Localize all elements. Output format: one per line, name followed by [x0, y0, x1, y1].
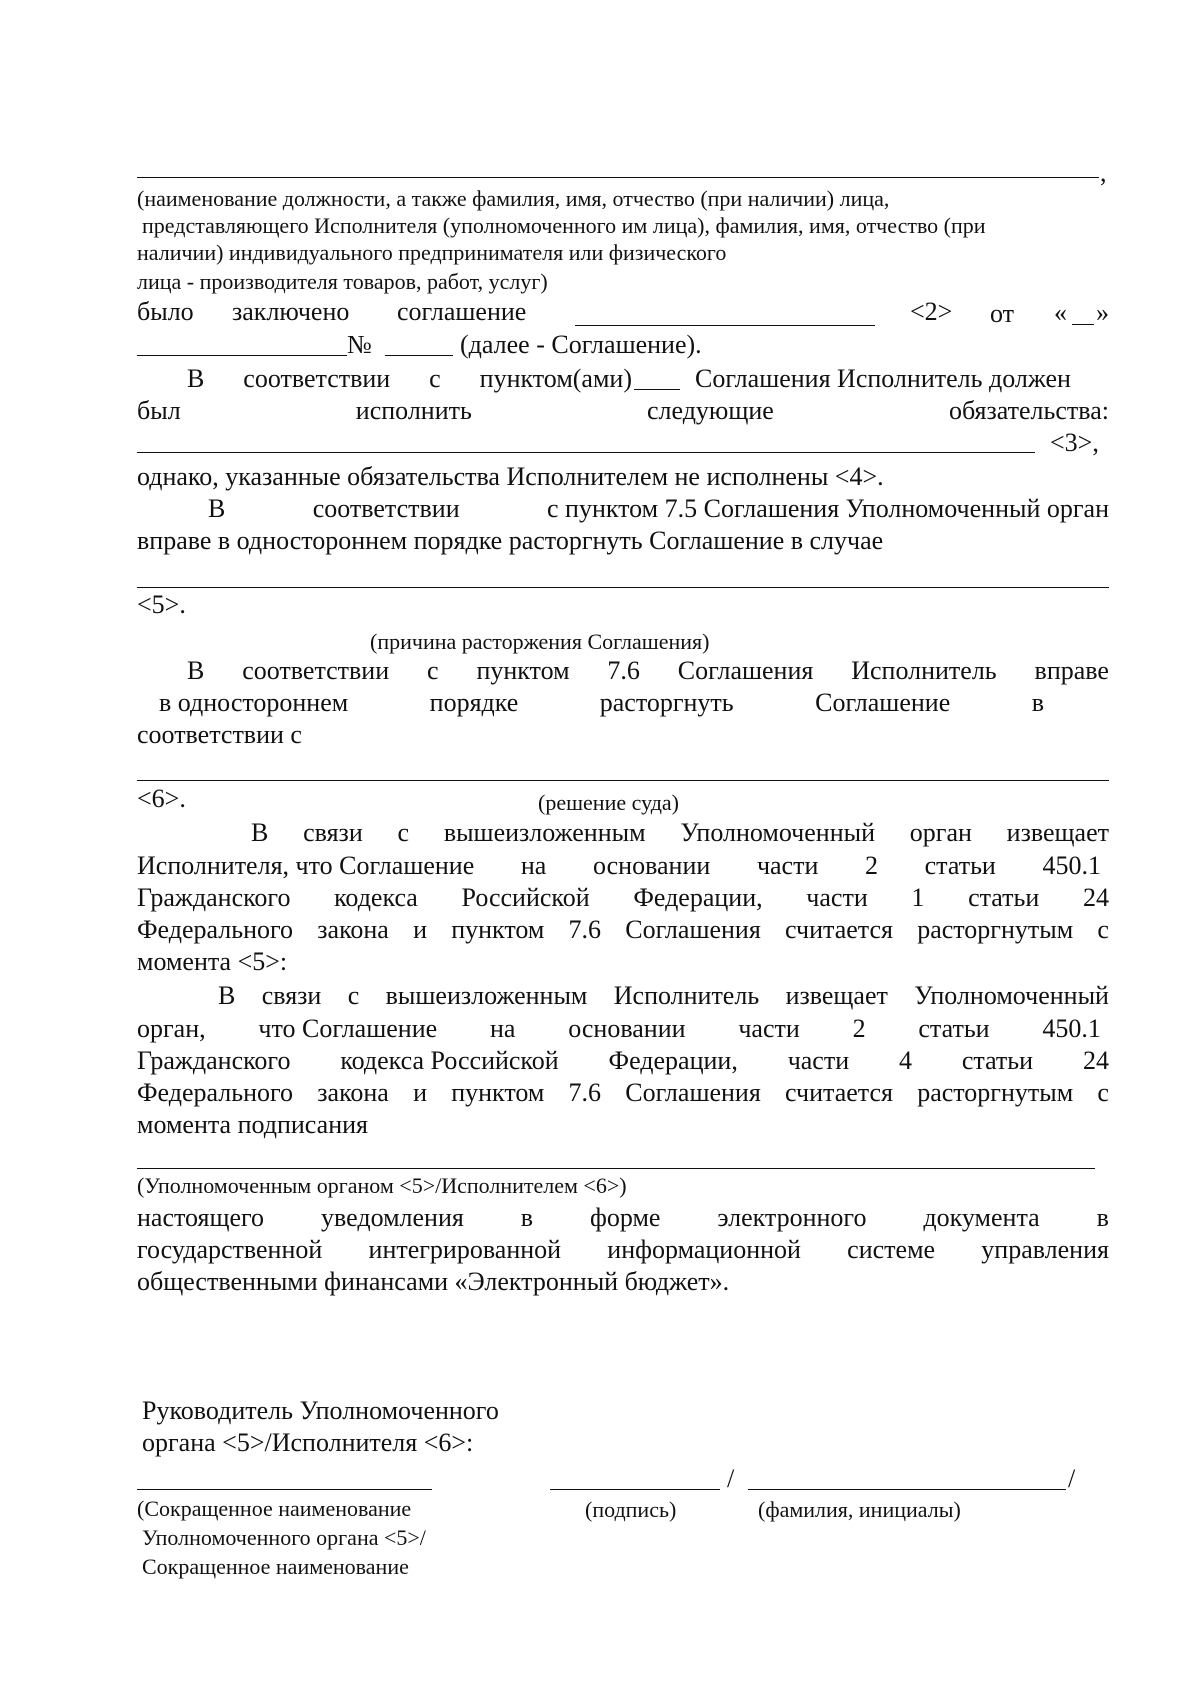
p76-line-3: соответствии с [137, 720, 302, 749]
agreement-word-2: заключено [232, 297, 350, 326]
date-quote-close: » [1096, 298, 1109, 327]
footnote-5: <5>. [137, 590, 186, 619]
executor-notice-line-3: Гражданского кодекса Российской Федерации, части 4 статьи 24 [137, 1046, 1109, 1075]
footnote-3: <3>, [1050, 428, 1099, 457]
agreement-word-1: было [137, 297, 194, 326]
date-quote-open: « [1054, 298, 1067, 327]
footnote-6: <6>. [137, 784, 186, 813]
closing-line-2: государственной интегрированной информационной системе управления [137, 1235, 1109, 1264]
agreement-name-blank [575, 325, 875, 326]
obligations-line-4: однако, указанные обязательства Исполнителем не исполнены <4>. [137, 462, 884, 491]
termination-reason-caption: (причина расторжения Соглашения) [370, 629, 710, 654]
signer-caption: (Уполномоченным органом <5>/Исполнителем <6>) [137, 1173, 627, 1198]
position-caption-line-3: наличии) индивидуального предпринимателя или физического [137, 240, 727, 265]
termination-reason-blank [137, 587, 1109, 588]
short-name-caption-line-1: (Сокращенное наименование [137, 1496, 412, 1521]
short-name-caption-line-2: Уполномоченного органа <5>/ [142, 1525, 426, 1550]
p75-line-2: вправе в одностороннем порядке расторгнуть Соглашение в случае [137, 526, 884, 555]
agreement-word-3: соглашение [397, 297, 527, 326]
slash-2: / [1068, 1464, 1076, 1493]
number-sign: № [347, 330, 372, 359]
short-name-caption-line-3: Сокращенное наименование [142, 1554, 409, 1579]
footnote-2: <2> [910, 297, 953, 326]
obligations-line-1-tail: Соглашения Исполнитель должен [695, 364, 1071, 393]
name-initials-caption: (фамилия, инициалы) [758, 1497, 961, 1522]
slash-1: / [727, 1464, 735, 1493]
closing-line-3: общественными финансами «Электронный бюджет». [137, 1267, 730, 1296]
position-caption-line-4: лица - производителя товаров, работ, услуг) [137, 269, 548, 294]
obligations-line-1: В соответствии с пунктом(ами) [187, 364, 632, 393]
executor-notice-line-4: Федерального закона и пунктом 7.6 Соглашения считается расторгнутым с [137, 1078, 1109, 1107]
authority-notice-line-4: Федерального закона и пунктом 7.6 Соглашения считается расторгнутым с [137, 915, 1109, 944]
court-decision-blank [137, 780, 1109, 781]
position-caption-line-1: (наименование должности, а также фамилия, имя, отчество (при наличии) лица, [137, 186, 890, 211]
authority-notice-line-1: В связи с вышеизложенным Уполномоченный орган извещает [251, 818, 1109, 847]
head-title-line-1: Руководитель Уполномоченного [142, 1396, 499, 1425]
signature-caption: (подпись) [585, 1497, 677, 1522]
agreement-short-name: (далее - Соглашение). [460, 330, 702, 359]
signature-blank [550, 1489, 720, 1490]
position-caption-line-2: представляющего Исполнителя (уполномоченного им лица), фамилия, имя, отчество (при [142, 213, 986, 238]
authority-notice-line-2: Исполнителя, что Соглашение на основании части 2 статьи 450.1 [137, 851, 1101, 880]
day-blank [1072, 324, 1094, 325]
position-name-blank [137, 177, 1099, 178]
court-decision-caption: (решение суда) [538, 790, 679, 815]
authority-notice-line-5: момента <5>: [137, 947, 288, 976]
p75-line-1: В соответствии с пунктом 7.5 Соглашения Уполномоченный орган [208, 494, 1109, 523]
authority-notice-line-3: Гражданского кодекса Российской Федерации, части 1 статьи 24 [137, 883, 1109, 912]
executor-notice-line-5: момента подписания [137, 1110, 368, 1139]
signer-blank [137, 1168, 1095, 1169]
obligations-blank [137, 452, 1035, 453]
executor-notice-line-1: В связи с вышеизложенным Исполнитель извещает Уполномоченный [218, 981, 1109, 1010]
clause-number-blank [634, 389, 680, 390]
date-blank [137, 355, 347, 356]
p76-line-2: в одностороннем порядке расторгнуть Соглашение в [159, 688, 1044, 717]
comma: , [1100, 158, 1107, 187]
obligations-line-2: был исполнить следующие обязательства: [137, 396, 1109, 425]
from-label: от [990, 299, 1015, 328]
closing-line-1: настоящего уведомления в форме электронного документа в [137, 1203, 1109, 1232]
agreement-number-blank [385, 355, 453, 356]
executor-notice-line-2: орган, что Соглашение на основании части 2 статьи 450.1 [137, 1014, 1101, 1043]
head-title-line-2: органа <5>/Исполнителя <6>: [142, 1428, 474, 1457]
name-initials-blank [748, 1489, 1066, 1490]
p76-line-1: В соответствии с пунктом 7.6 Соглашения Исполнитель вправе [187, 656, 1109, 685]
short-name-blank [137, 1489, 432, 1490]
